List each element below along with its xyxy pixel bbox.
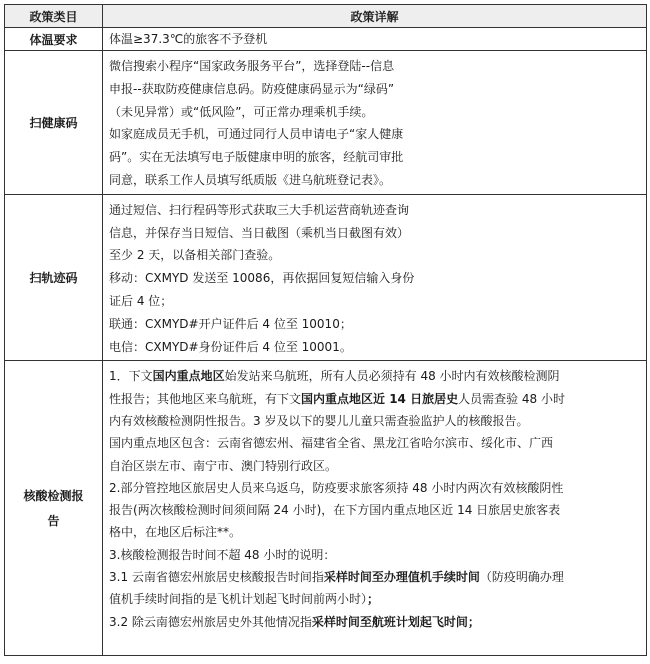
detail-line: 国内重点地区包含：云南省德宏州、福建省全省、黑龙江省哈尔滨市、绥化市、广西 xyxy=(109,436,554,451)
detail-line: 证后 4 位； xyxy=(109,293,173,308)
detail-line xyxy=(109,611,640,633)
category-nucleic-test xyxy=(5,361,103,656)
text-run: 1．下文 xyxy=(109,369,153,384)
text-run: （防疫明确办理 xyxy=(479,570,564,585)
detail-line: 通过短信、扫行程码等形式获取三大手机运营商轨迹查询 xyxy=(109,202,410,217)
table-row-temperature xyxy=(5,28,647,51)
header-category: 政策类目 xyxy=(5,5,103,28)
table-row-nucleic-test xyxy=(5,361,647,656)
detail-line: 申报--获取防疫健康信息码。防疫健康码显示为“绿码” xyxy=(109,81,395,96)
table-row-health-code xyxy=(5,51,647,195)
category-health-code: 扫健康码 xyxy=(5,51,103,195)
detail-line: 3.核酸检测报告时间不超 48 小时的说明： xyxy=(109,547,336,562)
detail-line: 格中，在地区后标注**。 xyxy=(109,525,242,540)
detail-line: 信息，并保存当日短信、当日截图（乘机当日截图有效） xyxy=(109,225,410,240)
header-row xyxy=(5,5,647,28)
detail-line: 报告(两次核酸检测时间须间隔 24 小时)，在下方国内重点地区近 14 日旅居史旅客表 xyxy=(109,503,561,518)
bold-run: 采样时间至航班计划起飞时间 xyxy=(311,614,468,629)
text-run: 3.2 除云南德宏州旅居史外其他情况指 xyxy=(109,614,312,629)
bold-run: ； xyxy=(367,592,380,607)
detail-line: （未见异常）或“低风险”，可正常办理乘机手续。 xyxy=(109,104,374,119)
detail-line: 如家庭成员无手机，可通过同行人员申请电子“家人健康 xyxy=(109,127,404,142)
table-row-trace-code xyxy=(5,194,647,361)
detail-temperature xyxy=(103,28,647,51)
detail-nucleic-test xyxy=(103,361,647,656)
policy-table xyxy=(4,4,647,656)
header-detail: 政策详解 xyxy=(103,5,647,28)
bold-run: 国内重点地区 xyxy=(152,369,225,384)
detail-line: 自治区崇左市、南宁市、澳门特别行政区。 xyxy=(109,458,338,473)
detail-line: 体温≥37.3℃的旅客不予登机 xyxy=(109,32,268,46)
text-run: 值机手续时间指的是飞机计划起飞时间前两小时） xyxy=(109,592,368,607)
detail-line: 电信：CXMYD#身份证件后 4 位至 10001。 xyxy=(109,339,352,354)
detail-line: 移动：CXMYD 发送至 10086，再依据回复短信输入身份 xyxy=(109,271,415,286)
detail-line xyxy=(109,388,640,410)
detail-line: 同意，联系工作人员填写纸质版《进乌航班登记表》。 xyxy=(109,172,392,187)
category-line: 核酸检测报 xyxy=(23,489,84,504)
bold-run: 采样时间至办理值机手续时间 xyxy=(323,570,480,585)
detail-health-code xyxy=(103,51,647,195)
detail-line xyxy=(109,566,640,588)
category-temperature: 体温要求 xyxy=(5,28,103,51)
detail-line: 内有效核酸检测阴性报告。3 岁及以下的婴儿儿童只需查验监护人的核酸报告。 xyxy=(109,413,529,428)
category-trace-code: 扫轨迹码 xyxy=(5,194,103,361)
text-run: 3.1 云南省德宏州旅居史核酸报告时间指 xyxy=(109,570,324,585)
text-run: 人员需查验 48 小时 xyxy=(458,391,565,406)
detail-line: 码”。实在无法填写电子版健康申明的旅客，经航司审批 xyxy=(109,150,404,165)
detail-line: 2.部分管控地区旅居史人员来乌返乌，防疫要求旅客须持 48 小时内两次有效核酸阴性 xyxy=(109,480,564,495)
category-line: 告 xyxy=(47,514,60,529)
detail-line: 至少 2 天，以备相关部门查验。 xyxy=(109,248,281,263)
bold-run: ； xyxy=(467,614,480,629)
text-run: 性报告；其他地区来乌航班，有下文 xyxy=(109,391,302,406)
detail-trace-code xyxy=(103,194,647,361)
text-run: 始发站来乌航班，所有人员必须持有 48 小时内有效核酸检测阴 xyxy=(224,369,560,384)
detail-line xyxy=(109,365,640,387)
detail-line: 微信搜索小程序“国家政务服务平台”，选择登陆--信息 xyxy=(109,59,395,73)
bold-run: 国内重点地区近 14 日旅居史 xyxy=(301,391,459,406)
detail-line: 联通：CXMYD#开户证件后 4 位至 10010； xyxy=(109,316,352,331)
detail-line xyxy=(109,588,640,610)
